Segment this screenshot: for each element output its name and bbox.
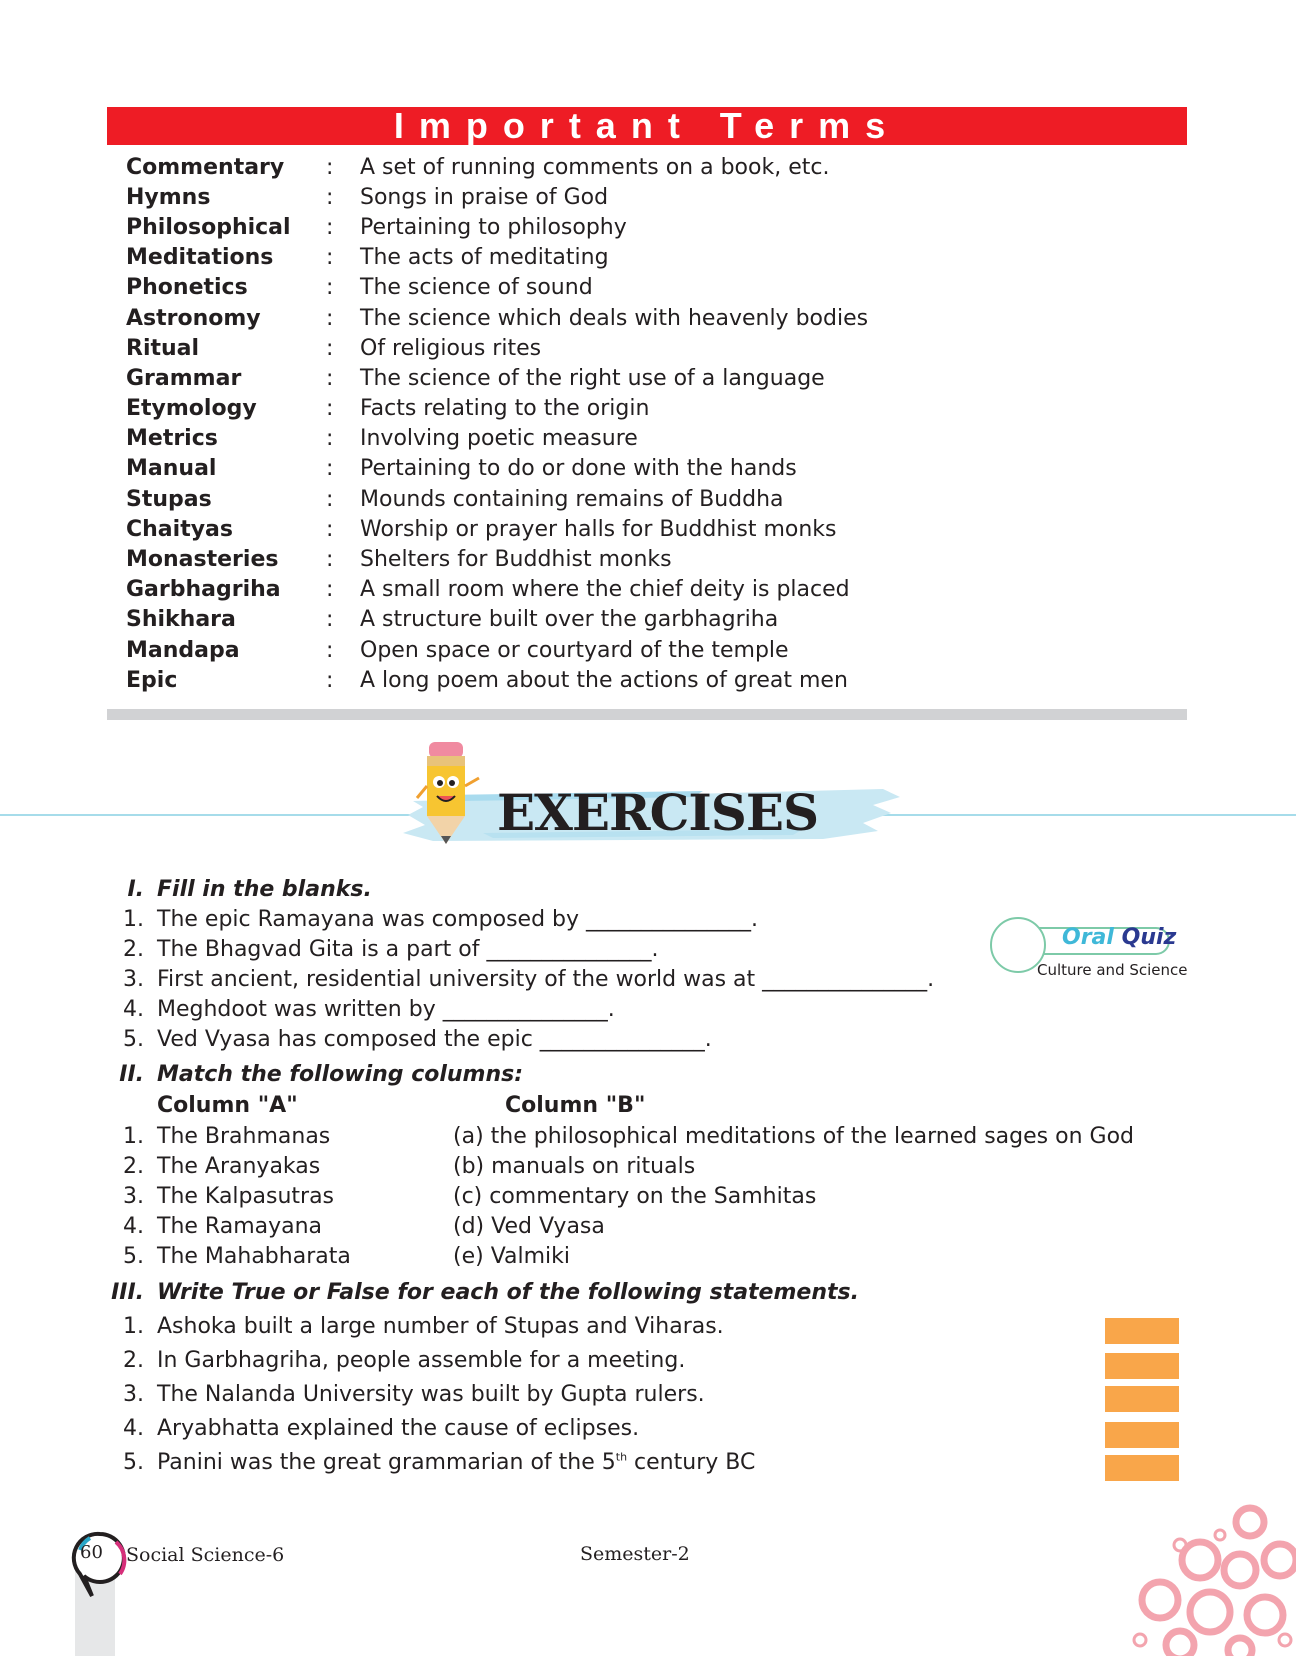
section-heading [105, 1275, 1105, 1309]
match-column-b: (c) commentary on the Samhitas [453, 1183, 817, 1209]
term-word: Manual [126, 456, 217, 482]
term-word: Commentary [126, 154, 285, 180]
page-number: 60 [80, 1542, 103, 1563]
question-number: 4. [123, 996, 144, 1022]
fill-in-blanks-section [105, 874, 1005, 1054]
footer-book-title: Social Science-6 [126, 1544, 285, 1566]
match-number: 2. [123, 1153, 144, 1179]
term-word: Shikhara [126, 607, 236, 633]
term-colon: : [326, 154, 334, 180]
column-b-header: Column "B" [505, 1092, 646, 1118]
term-colon: : [326, 667, 334, 693]
term-colon: : [326, 184, 334, 210]
question-row [105, 964, 1005, 994]
match-row [105, 1121, 1205, 1151]
match-column-a: The Brahmanas [157, 1123, 331, 1149]
term-definition: Mounds containing remains of Buddha [360, 486, 784, 512]
term-row [126, 243, 1126, 273]
match-number: 4. [123, 1214, 144, 1240]
section-heading [105, 874, 1005, 904]
section-title: Match the following columns: [157, 1061, 524, 1087]
exercises-title: EXERCISES [497, 783, 819, 842]
term-word: Hymns [126, 184, 211, 210]
term-word: Chaityas [126, 516, 233, 542]
section-number: III. [111, 1279, 144, 1305]
question-text: The Bhagvad Gita is a part of _______________. [157, 936, 659, 962]
terms-divider [107, 709, 1187, 720]
statement-row [105, 1343, 1105, 1377]
question-row [105, 904, 1005, 934]
statement-text-part: century BC [627, 1449, 756, 1475]
term-word: Mandapa [126, 637, 240, 663]
term-row [126, 152, 1126, 182]
term-colon: : [326, 607, 334, 633]
match-column-a: The Kalpasutras [157, 1183, 335, 1209]
term-definition: The science of the right use of a language [360, 365, 825, 391]
statement-number: 2. [123, 1347, 144, 1373]
term-row [126, 273, 1126, 303]
question-number: 2. [123, 936, 144, 962]
question-row [105, 994, 1005, 1024]
match-columns-section [105, 1059, 1205, 1272]
match-row [105, 1181, 1205, 1211]
term-definition: A set of running comments on a book, etc. [360, 154, 830, 180]
term-word: Philosophical [126, 214, 291, 240]
statement-number: 5. [123, 1449, 144, 1475]
oral-quiz-title [1062, 925, 1176, 950]
match-row [105, 1242, 1205, 1272]
term-row [126, 665, 1126, 695]
term-word: Metrics [126, 426, 218, 452]
term-row [126, 514, 1126, 544]
term-row [126, 212, 1126, 242]
term-row [126, 424, 1126, 454]
section-number: I. [127, 876, 144, 902]
question-text: First ancient, residential university of the world was at _______________. [157, 966, 935, 992]
term-colon: : [326, 456, 334, 482]
match-row [105, 1151, 1205, 1181]
term-colon: : [326, 486, 334, 512]
match-column-a: The Mahabharata [157, 1244, 351, 1270]
question-text: Ved Vyasa has composed the epic _______________. [157, 1026, 712, 1052]
term-definition: Worship or prayer halls for Buddhist monks [360, 516, 837, 542]
footer-semester: Semester-2 [580, 1543, 690, 1565]
term-definition: Of religious rites [360, 335, 542, 361]
term-definition: The acts of meditating [360, 245, 609, 271]
question-row [105, 934, 1005, 964]
term-colon: : [326, 426, 334, 452]
term-definition: Open space or courtyard of the temple [360, 637, 789, 663]
answer-box[interactable] [1105, 1386, 1179, 1412]
section-heading [105, 1059, 1205, 1089]
term-word: Ritual [126, 335, 200, 361]
ordinal-suffix: th [615, 1450, 628, 1464]
term-definition: A small room where the chief deity is placed [360, 577, 850, 603]
true-false-section [105, 1279, 1105, 1479]
question-number: 3. [123, 966, 144, 992]
statement-number: 1. [123, 1313, 144, 1339]
term-colon: : [326, 305, 334, 331]
answer-box[interactable] [1105, 1353, 1179, 1379]
question-row [105, 1024, 1005, 1054]
question-number: 1. [123, 906, 144, 932]
term-definition: Pertaining to do or done with the hands [360, 456, 797, 482]
match-number: 5. [123, 1244, 144, 1270]
term-word: Garbhagriha [126, 577, 281, 603]
statement-text: The Nalanda University was built by Gupta rulers. [157, 1381, 705, 1407]
term-definition: Involving poetic measure [360, 426, 638, 452]
statement-text: Aryabhatta explained the cause of eclipses. [157, 1415, 640, 1441]
quiz-word: Quiz [1121, 925, 1177, 950]
term-row [126, 333, 1126, 363]
term-row [126, 182, 1126, 212]
section-title: Write True or False for each of the following statements. [157, 1279, 859, 1305]
term-row [126, 394, 1126, 424]
question-number: 5. [123, 1026, 144, 1052]
statement-text: Ashoka built a large number of Stupas and Viharas. [157, 1313, 724, 1339]
answer-box[interactable] [1105, 1455, 1179, 1481]
term-row [126, 635, 1126, 665]
pencil-mascot-icon [415, 738, 485, 850]
oral-quiz-subtitle: Culture and Science [1037, 961, 1188, 979]
term-word: Astronomy [126, 305, 261, 331]
match-number: 1. [123, 1123, 144, 1149]
terms-list [126, 152, 1126, 695]
term-row [126, 484, 1126, 514]
term-colon: : [326, 365, 334, 391]
oral-quiz-badge [990, 917, 1190, 977]
term-row [126, 544, 1126, 574]
term-word: Monasteries [126, 547, 279, 573]
statement-row [105, 1411, 1105, 1445]
question-text: The epic Ramayana was composed by _______________. [157, 906, 758, 932]
term-row [126, 303, 1126, 333]
term-word: Grammar [126, 365, 242, 391]
term-word: Etymology [126, 396, 257, 422]
statement-text [157, 1450, 755, 1475]
section-number: II. [119, 1061, 144, 1087]
term-word: Phonetics [126, 275, 248, 301]
column-headers [105, 1089, 1205, 1121]
question-text: Meghdoot was written by _______________. [157, 996, 615, 1022]
term-colon: : [326, 547, 334, 573]
term-word: Meditations [126, 245, 274, 271]
term-definition: Songs in praise of God [360, 184, 609, 210]
term-definition: The science of sound [360, 275, 593, 301]
term-colon: : [326, 275, 334, 301]
term-colon: : [326, 637, 334, 663]
decorative-circles-icon [1120, 1500, 1296, 1656]
statement-number: 3. [123, 1381, 144, 1407]
answer-box[interactable] [1105, 1318, 1179, 1344]
match-column-a: The Ramayana [157, 1214, 323, 1240]
match-row [105, 1212, 1205, 1242]
statement-text-part: Panini was the great grammarian of the 5 [157, 1449, 616, 1475]
statement-row [105, 1445, 1105, 1479]
column-a-header: Column "A" [157, 1092, 298, 1118]
term-colon: : [326, 245, 334, 271]
term-colon: : [326, 335, 334, 361]
match-column-b: (b) manuals on rituals [453, 1153, 696, 1179]
match-column-b: (e) Valmiki [453, 1244, 571, 1270]
term-word: Stupas [126, 486, 212, 512]
statement-text: In Garbhagriha, people assemble for a meeting. [157, 1347, 686, 1373]
term-row [126, 363, 1126, 393]
term-definition: Shelters for Buddhist monks [360, 547, 672, 573]
term-definition: The science which deals with heavenly bodies [360, 305, 869, 331]
term-definition: A long poem about the actions of great men [360, 667, 848, 693]
term-row [126, 454, 1126, 484]
important-terms-banner: Important Terms [107, 107, 1187, 145]
statement-number: 4. [123, 1415, 144, 1441]
term-colon: : [326, 214, 334, 240]
match-column-b: (d) Ved Vyasa [453, 1214, 605, 1240]
statement-row [105, 1309, 1105, 1343]
page-number-bubble [70, 1530, 130, 1600]
term-word: Epic [126, 667, 178, 693]
term-definition: Pertaining to philosophy [360, 214, 627, 240]
term-colon: : [326, 577, 334, 603]
term-definition: A structure built over the garbhagriha [360, 607, 779, 633]
term-colon: : [326, 516, 334, 542]
answer-box[interactable] [1105, 1422, 1179, 1448]
term-definition: Facts relating to the origin [360, 396, 650, 422]
match-column-b: (a) the philosophical meditations of the learned sages on God [453, 1123, 1134, 1149]
match-number: 3. [123, 1183, 144, 1209]
oral-word: Oral [1062, 925, 1114, 950]
match-column-a: The Aranyakas [157, 1153, 321, 1179]
term-row [126, 605, 1126, 635]
section-title: Fill in the blanks. [157, 876, 372, 902]
term-colon: : [326, 396, 334, 422]
statement-row [105, 1377, 1105, 1411]
term-row [126, 575, 1126, 605]
